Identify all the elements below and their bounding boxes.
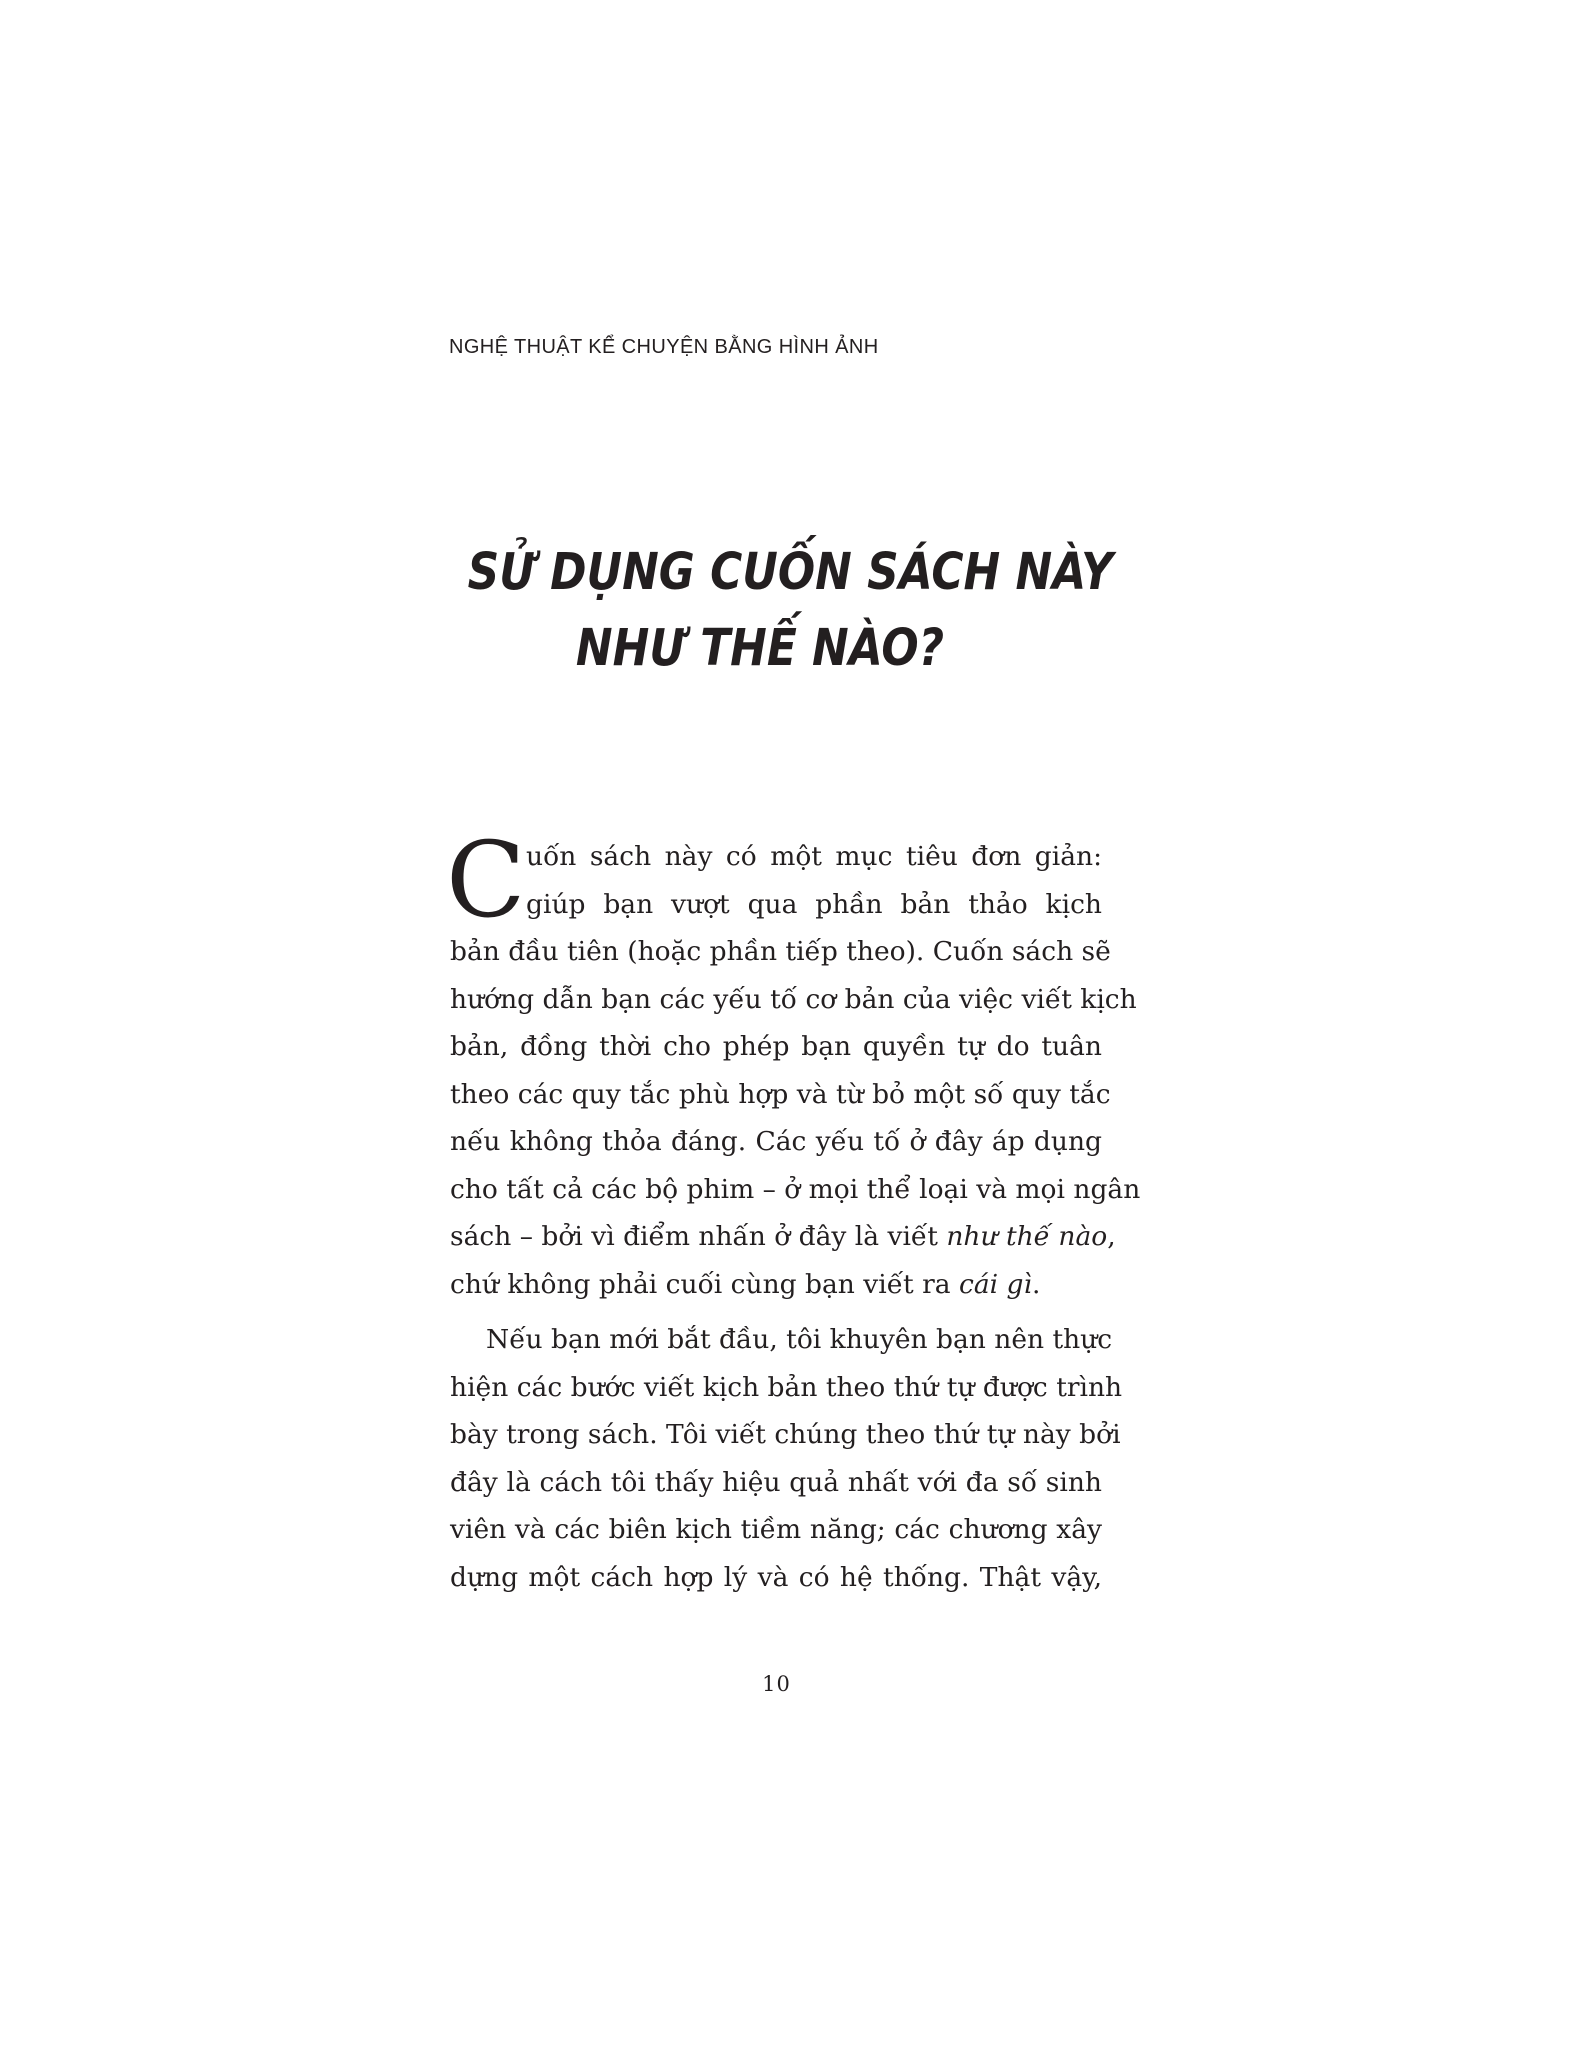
paragraph-line: nếu không thỏa đáng. Các yếu tố ở đây áp dụng: [450, 1126, 1102, 1157]
italic-emphasis: cái gì: [959, 1268, 1032, 1300]
paragraph-line: viên và các biên kịch tiềm năng; các chương xây: [450, 1514, 1102, 1545]
paragraph-1: [446, 819, 1141, 1308]
body-text: [446, 819, 1141, 1601]
chapter-title-line-1: SỬ DỤNG CUỐN SÁCH NÀY: [467, 543, 1113, 602]
paragraph-line: hướng dẫn bạn các yếu tố cơ bản của việc viết kịch: [450, 983, 1137, 1015]
drop-cap: C: [446, 819, 526, 941]
text-run: ,: [1107, 1221, 1116, 1252]
text-run: sách – bởi vì điểm nhấn ở đây là viết: [450, 1221, 947, 1252]
paragraph-line: hiện các bước viết kịch bản theo thứ tự được trình: [450, 1371, 1123, 1403]
paragraph-2: [450, 1316, 1123, 1601]
chapter-title-line-2: NHƯ THẾ NÀO?: [575, 619, 945, 678]
chapter-title: [467, 535, 1113, 687]
paragraph-line: uốn sách này có một mục tiêu đơn giản:: [526, 841, 1102, 872]
paragraph-line: bản, đồng thời cho phép bạn quyền tự do tuân: [450, 1031, 1102, 1062]
text-run: .: [1032, 1268, 1041, 1300]
paragraph-line: bản đầu tiên (hoặc phần tiếp theo). Cuốn sách sẽ: [450, 936, 1111, 967]
paragraph-line: bày trong sách. Tôi viết chúng theo thứ tự này bởi: [450, 1419, 1121, 1450]
text-run: chứ không phải cuối cùng bạn viết ra: [450, 1268, 960, 1300]
paragraph-line: [450, 1261, 1102, 1309]
paragraph-line: đây là cách tôi thấy hiệu quả nhất với đa số sinh: [450, 1466, 1102, 1498]
paragraph-gap: [450, 1308, 1102, 1316]
paragraph-line: Nếu bạn mới bắt đầu, tôi khuyên bạn nên thực: [486, 1324, 1113, 1355]
italic-emphasis: như thế nào: [946, 1221, 1108, 1252]
paragraph-line: [450, 1213, 1116, 1261]
page-number: 10: [762, 1672, 791, 1696]
paragraph-line: theo các quy tắc phù hợp và từ bỏ một số quy tắc: [450, 1078, 1111, 1110]
paragraph-line: dựng một cách hợp lý và có hệ thống. Thật vậy,: [450, 1561, 1102, 1593]
paragraph-line: giúp bạn vượt qua phần bản thảo kịch: [526, 888, 1102, 920]
paragraph-line: cho tất cả các bộ phim – ở mọi thể loại và mọi ngân: [450, 1173, 1141, 1205]
running-header: NGHỆ THUẬT KỂ CHUYỆN BẰNG HÌNH ẢNH: [449, 336, 879, 358]
